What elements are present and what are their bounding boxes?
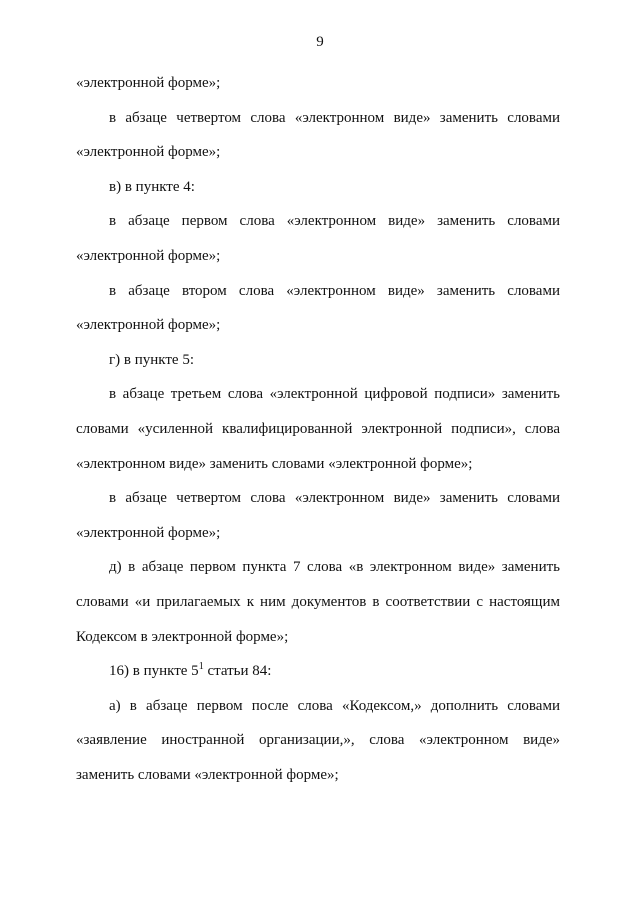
paragraph-8: в абзаце четвертом слова «электронном виде» заменить словами «электронной форме»; <box>76 490 560 541</box>
paragraph-1: «электронной форме»; <box>76 75 221 91</box>
paragraph-7: в абзаце третьем слова «электронной цифровой подписи» заменить словами «усиленной квалифицированной электронной подписи», слова «электронном виде» заменить словами «электронной форме»; <box>76 386 560 472</box>
paragraph-9: д) в абзаце первом пункта 7 слова «в электронном виде» заменить словами «и прилагаемых к ним документов в соответствии с настоящим Кодексом в электронной форме»; <box>76 559 560 645</box>
paragraph-3: в) в пункте 4: <box>109 178 195 195</box>
paragraph-2: в абзаце четвертом слова «электронном виде» заменить словами «электронной форме»; <box>76 109 560 161</box>
paragraph-item-16a: а) в абзаце первом после слова «Кодексом,» дополнить словами «заявление иностранной организации,», слова «электронном виде» заменить словами «электронной форме»; <box>76 697 560 783</box>
item-16-text-tail: статьи 84: <box>203 663 272 680</box>
paragraph-6: г) в пункте 5: <box>109 351 195 368</box>
item-16-superscript: 1 <box>198 661 204 673</box>
item-16-text: 16) в пункте 5 <box>109 663 199 680</box>
paragraph-5: в абзаце втором слова «электронном виде» заменить словами «электронной форме»; <box>76 282 560 334</box>
document-body <box>76 66 560 792</box>
paragraph-4: в абзаце первом слова «электронном виде» заменить словами «электронной форме»; <box>76 213 560 264</box>
page-number: 9 <box>316 34 324 50</box>
paragraph-item-16 <box>76 654 560 689</box>
